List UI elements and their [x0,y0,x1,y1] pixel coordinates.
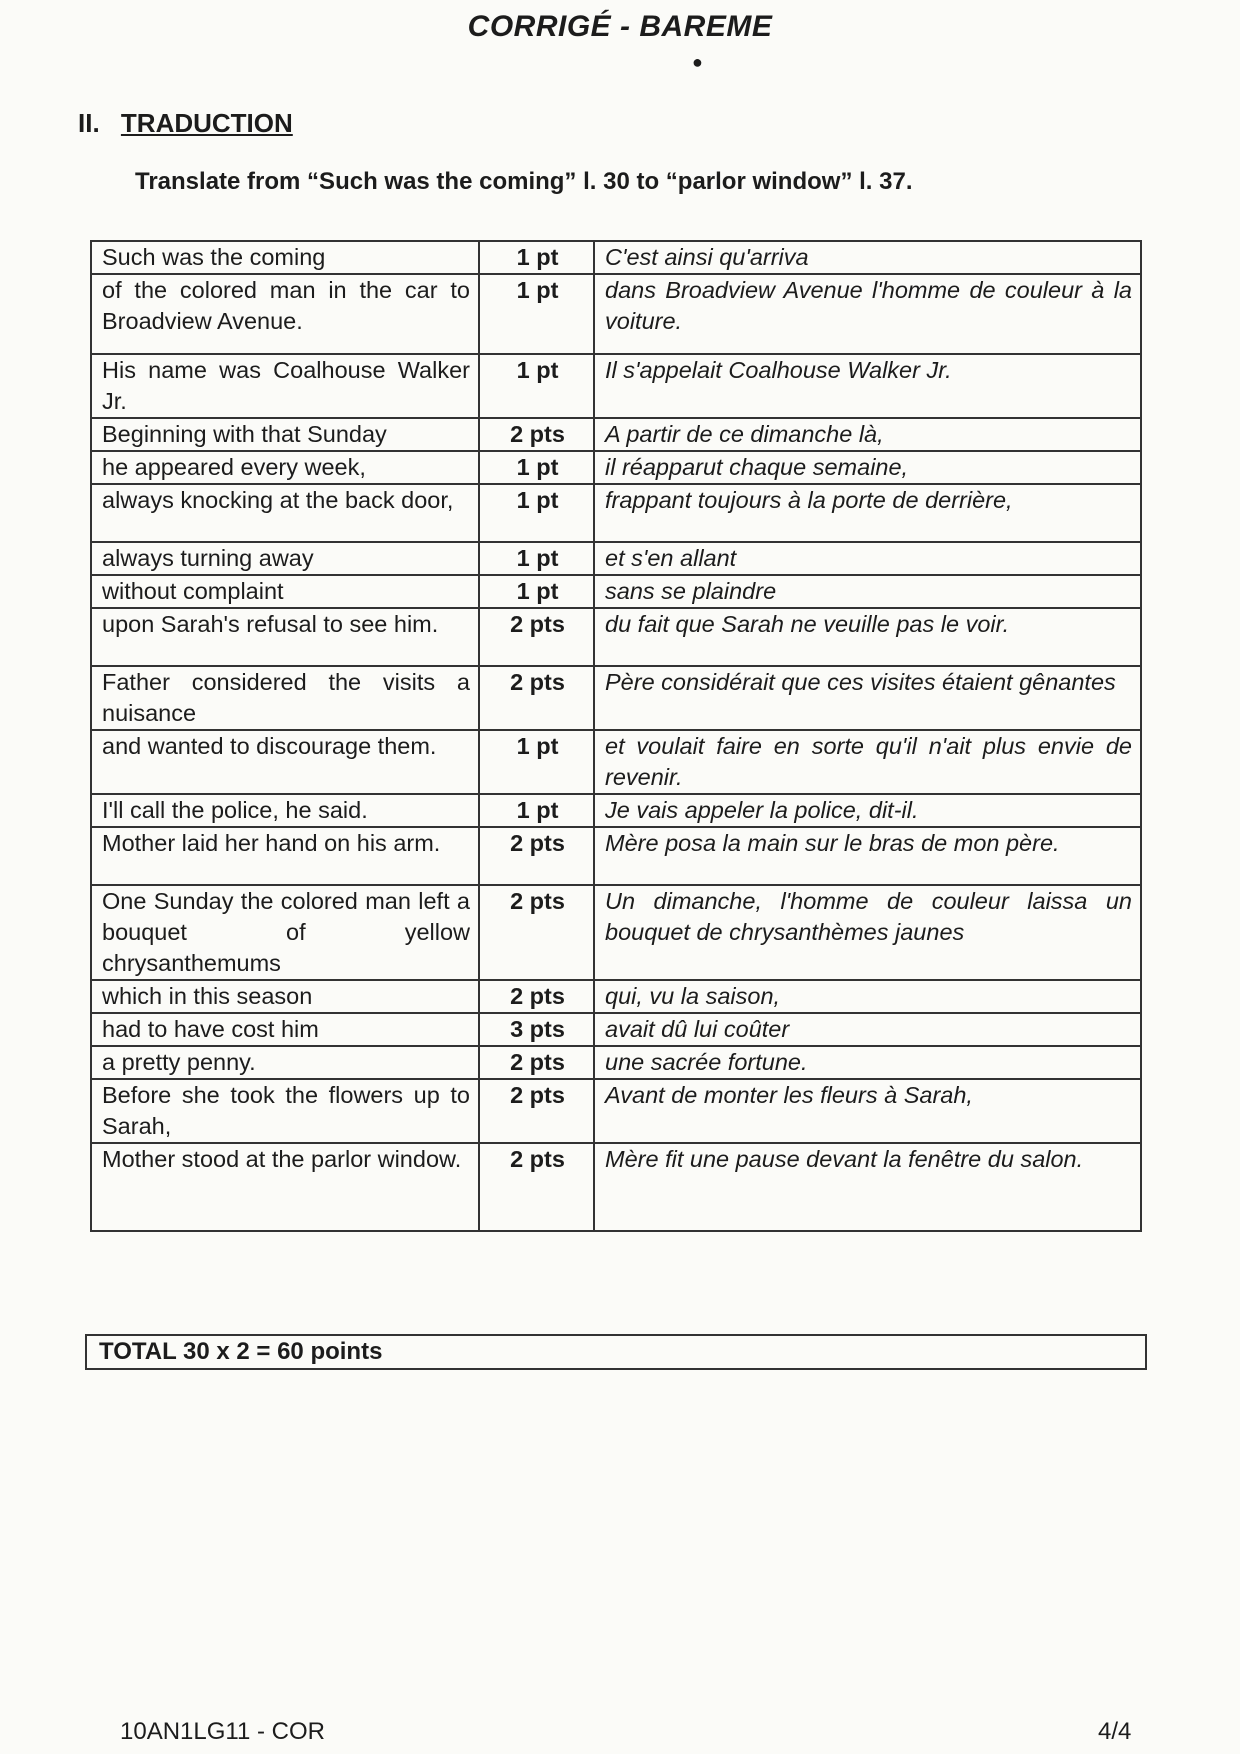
points-cell: 1 pt [479,794,594,827]
points-cell: 1 pt [479,484,594,542]
section-number: II. [78,108,100,138]
table-row [91,274,1141,354]
source-text-cell: and wanted to discourage them. [91,730,479,794]
translation-cell: C'est ainsi qu'arriva [594,241,1141,274]
table-row [91,827,1141,885]
source-text-cell: Father considered the visits a nuisance [91,666,479,730]
section-label: TRADUCTION [120,108,293,138]
translation-cell: et s'en allant [594,542,1141,575]
table-row [91,1079,1141,1143]
table-row [91,354,1141,418]
source-text-cell: Mother laid her hand on his arm. [91,827,479,885]
translation-table [90,240,1142,1232]
source-text-cell: Beginning with that Sunday [91,418,479,451]
source-text-cell: always knocking at the back door, [91,484,479,542]
table-row [91,418,1141,451]
source-text-cell: a pretty penny. [91,1046,479,1079]
translation-cell: Un dimanche, l'homme de couleur laissa un bouquet de chrysanthèmes jaunes [594,885,1141,980]
points-cell: 1 pt [479,451,594,484]
points-cell: 1 pt [479,241,594,274]
translation-cell: et voulait faire en sorte qu'il n'ait plus envie de revenir. [594,730,1141,794]
table-row [91,666,1141,730]
source-text-cell: Such was the coming [91,241,479,274]
points-cell: 3 pts [479,1013,594,1046]
table-row [91,241,1141,274]
points-cell: 2 pts [479,827,594,885]
points-cell: 2 pts [479,1143,594,1231]
table-row [91,575,1141,608]
source-text-cell: he appeared every week, [91,451,479,484]
source-text-cell: One Sunday the colored man left a bouquet of yellow chrysanthemums [91,885,479,980]
table-row [91,451,1141,484]
source-text-cell: His name was Coalhouse Walker Jr. [91,354,479,418]
source-text-cell: upon Sarah's refusal to see him. [91,608,479,666]
translation-cell: une sacrée fortune. [594,1046,1141,1079]
points-cell: 1 pt [479,542,594,575]
translation-cell: Avant de monter les fleurs à Sarah, [594,1079,1141,1143]
table-row [91,484,1141,542]
instruction-text: Translate from “Such was the coming” l. 30 to “parlor window” l. 37. [135,168,913,195]
source-text-cell: always turning away [91,542,479,575]
total-box: TOTAL 30 x 2 = 60 points [85,1334,1147,1370]
translation-cell: qui, vu la saison, [594,980,1141,1013]
points-cell: 2 pts [479,418,594,451]
translation-cell: Il s'appelait Coalhouse Walker Jr. [594,354,1141,418]
source-text-cell: I'll call the police, he said. [91,794,479,827]
points-cell: 2 pts [479,608,594,666]
source-text-cell: had to have cost him [91,1013,479,1046]
translation-cell: frappant toujours à la porte de derrière, [594,484,1141,542]
points-cell: 1 pt [479,730,594,794]
table-row [91,608,1141,666]
source-text-cell: Mother stood at the parlor window. [91,1143,479,1231]
source-text-cell: without complaint [91,575,479,608]
table-row [91,794,1141,827]
document-code: 10AN1LG11 - COR [120,1718,325,1745]
page-number: 4/4 [1098,1718,1132,1745]
table-row [91,730,1141,794]
translation-cell: du fait que Sarah ne veuille pas le voir. [594,608,1141,666]
points-cell: 2 pts [479,885,594,980]
table-row [91,542,1141,575]
table-row [91,980,1141,1013]
table-row [91,1013,1141,1046]
translation-cell: Père considérait que ces visites étaient gênantes [594,666,1141,730]
page-title: CORRIGÉ - BAREME [467,10,773,43]
source-text-cell: which in this season [91,980,479,1013]
points-cell: 1 pt [479,274,594,354]
translation-cell: Mère posa la main sur le bras de mon père. [594,827,1141,885]
translation-cell: Je vais appeler la police, dit-il. [594,794,1141,827]
translation-cell: Mère fit une pause devant la fenêtre du salon. [594,1143,1141,1231]
translation-cell: avait dû lui coûter [594,1013,1141,1046]
points-cell: 1 pt [479,354,594,418]
points-cell: 1 pt [479,575,594,608]
points-cell: 2 pts [479,1046,594,1079]
source-text-cell: Before she took the flowers up to Sarah, [91,1079,479,1143]
points-cell: 2 pts [479,1079,594,1143]
bullet-mark: ● [692,52,703,72]
source-text-cell: of the colored man in the car to Broadview Avenue. [91,274,479,354]
translation-cell: dans Broadview Avenue l'homme de couleur à la voiture. [594,274,1141,354]
translation-cell: sans se plaindre [594,575,1141,608]
points-cell: 2 pts [479,980,594,1013]
table-row [91,1143,1141,1231]
translation-cell: A partir de ce dimanche là, [594,418,1141,451]
translation-cell: il réapparut chaque semaine, [594,451,1141,484]
section-heading [78,108,293,139]
table-row [91,885,1141,980]
table-row [91,1046,1141,1079]
points-cell: 2 pts [479,666,594,730]
translation-table-body [91,241,1141,1231]
